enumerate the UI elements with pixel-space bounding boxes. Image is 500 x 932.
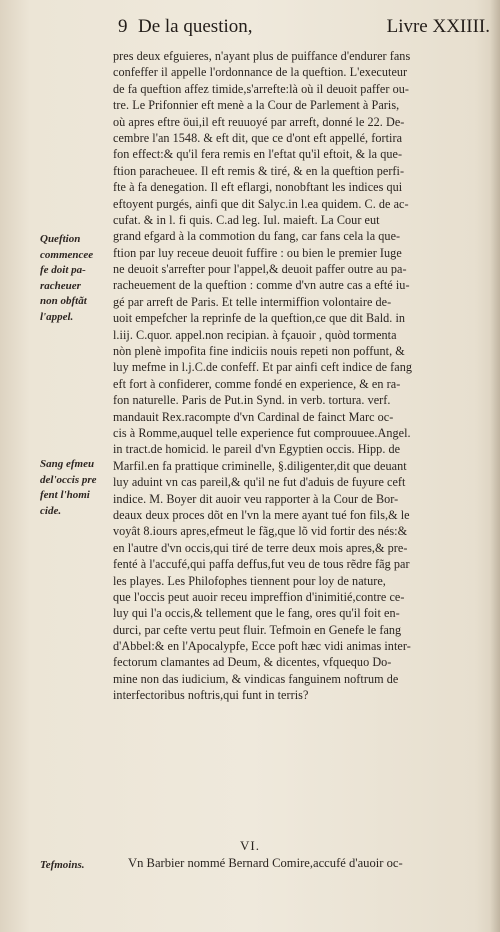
text-line: fon effect:& qu'il fera remis en l'eftat qu'il eftoit, & la que- [113,147,403,162]
page-number: 9 [118,16,128,37]
margin-note-line: fe doit pa- [40,264,86,277]
margin-note-line: l'appel. [40,310,74,323]
text-line: où apres eftre öui,il eft reuuoyé par arreft, donné le 22. De- [113,114,405,129]
text-line: fenté à l'accufé,qui paffa deffus,fut veu de tous rẽdre fãg par [113,557,410,572]
text-line: ftion paracheuee. Il eft remis & tiré, & en la queftion perfi- [113,163,405,178]
text-line: mandauit Rex.racompte d'vn Cardinal de fainct Marc oc- [113,409,394,424]
margin-note-tesmoins [40,858,112,874]
text-line: durci, par cefte vertu peut fluir. Tefmoin en Genefe le fang [113,622,402,637]
text-line: pres deux efguieres, n'ayant plus de puiffance d'endurer fans [113,49,411,63]
text-line: confeffer il appelle l'ordonnance de la queftion. L'executeur [113,65,408,80]
margin-note-sang [40,457,112,519]
text-line: voyât 8.iours apres,efmeut le fãg,que lõ vid fortir des nés:& [113,524,408,539]
text-line: tre. Le Prifonnier eft menè a la Cour de Parlement à Paris, [113,98,400,113]
margin-note-line: commencee [40,248,94,261]
section-heading: VI. [240,838,260,853]
main-text-block [113,48,493,704]
text-line: les playes. Les Philofophes tiennent pour loy de nature, [113,573,386,588]
text-line: ftion par luy receue deuoit fuffire : ou bien le premier Iuge [113,245,402,260]
text-line: in tract.de homicid. le pareil d'vn Egyptien occis. Hipp. de [113,442,401,457]
text-line: nòn plenè impofita fine indiciis nouis repeti non poffunt, & [113,344,405,359]
text-line: en l'autre d'vn occis,qui tiré de terre deux mois apres,& pre- [113,540,408,555]
text-line: d'Abbel:& en l'Apocalypfe, Ecce poft hæc vidi animas inter- [113,639,411,654]
section-first-line: Vn Barbier nommé Bernard Comire,accufé d'auoir oc- [128,856,403,870]
margin-note-line: Queftion [40,233,81,245]
margin-note-question [40,232,112,326]
text-line: ne deuoit s'arrefter pour l'appel,& deuoit paffer outre au pa- [113,262,407,277]
text-line: cufat. & in l. fi quis. C.ad leg. Iul. maieft. La Cour eut [113,212,380,227]
text-line: indice. M. Boyer dit auoir veu rapporter à la Cour de Bor- [113,491,399,506]
text-line: grand efgard à la commotion du fang, car fans cela la que- [113,229,401,244]
text-line: uoit empefcher la reprinfe de la queftion,ce que dit Bald. in [113,311,406,326]
text-line: cembre l'an 1548. & eft dit, que ce d'ont eft appellé, fortira [113,130,403,145]
margin-note-line: del'occis pre [40,473,97,486]
margin-note-line: racheuer [40,279,81,292]
text-line: interfectoribus noftris,qui funt in terris? [113,688,309,703]
text-line: de fa queftion affez timide,s'arrefte:là où il deuoit paffer ou- [113,81,409,96]
running-title: De la question, [138,16,253,37]
text-line: que l'occis peut auoir receu impreffion d'inimitié,contre ce- [113,589,405,604]
text-line: Marfil.en fa prattique criminelle, §.diligenter,dit que deuant [113,458,407,473]
text-line: eft fort à confiderer, comme fondé en experience, & en ra- [113,376,401,391]
margin-note-line: Sang efmeu [40,458,95,470]
text-line: l.iij. C.quor. appel.non recipian. à fçauoir , quòd tormenta [113,327,397,342]
text-line: fon naturelle. Paris de Put.in Synd. in verb. tortura. verf. [113,393,391,408]
text-line: eftoyent purgés, ainfi que dit Salyc.in l.ea quidem. C. de ac- [113,196,409,211]
margin-note-line: Tefmoins. [40,859,85,871]
text-line: deaux deux proces dõt en l'vn la mere ayant tué fon fils,& le [113,507,410,522]
text-line: luy mefme in l.j.C.de confeff. Et par ainfi ceft indice de fang [113,360,413,375]
text-line: gé par arreft de Paris. Et telle intermiffion volontaire de- [113,294,392,309]
margin-note-line: fent l'homi [40,489,90,502]
text-line: racheuement de la queftion : comme d'vn autre cas a efté iu- [113,278,410,293]
margin-note-line: non obftãt [40,295,87,308]
text-line: fectorum clamantes ad Deum, & dicentes, vfquequo Do- [113,655,392,670]
page-edge-shadow [490,0,500,932]
text-line: fte à fa denegation. Il eft eflargi, nonobftant les indices qui [113,180,403,195]
text-line: luy qui l'a occis,& tellement que le fang, ores qu'il foit en- [113,606,400,621]
book-number: Livre XXIIII. [386,16,490,37]
text-line: cis à Romme,auquel telle experience fut comprouuee.Angel. [113,425,411,440]
text-line: mine non das iudicium, & vindicas fanguinem noftrum de [113,671,399,686]
margin-note-line: cide. [40,504,62,517]
text-line: luy aduint vn cas pareil,& qu'il ne fut d'aduis de fuyure ceft [113,475,406,490]
running-header [118,16,494,42]
